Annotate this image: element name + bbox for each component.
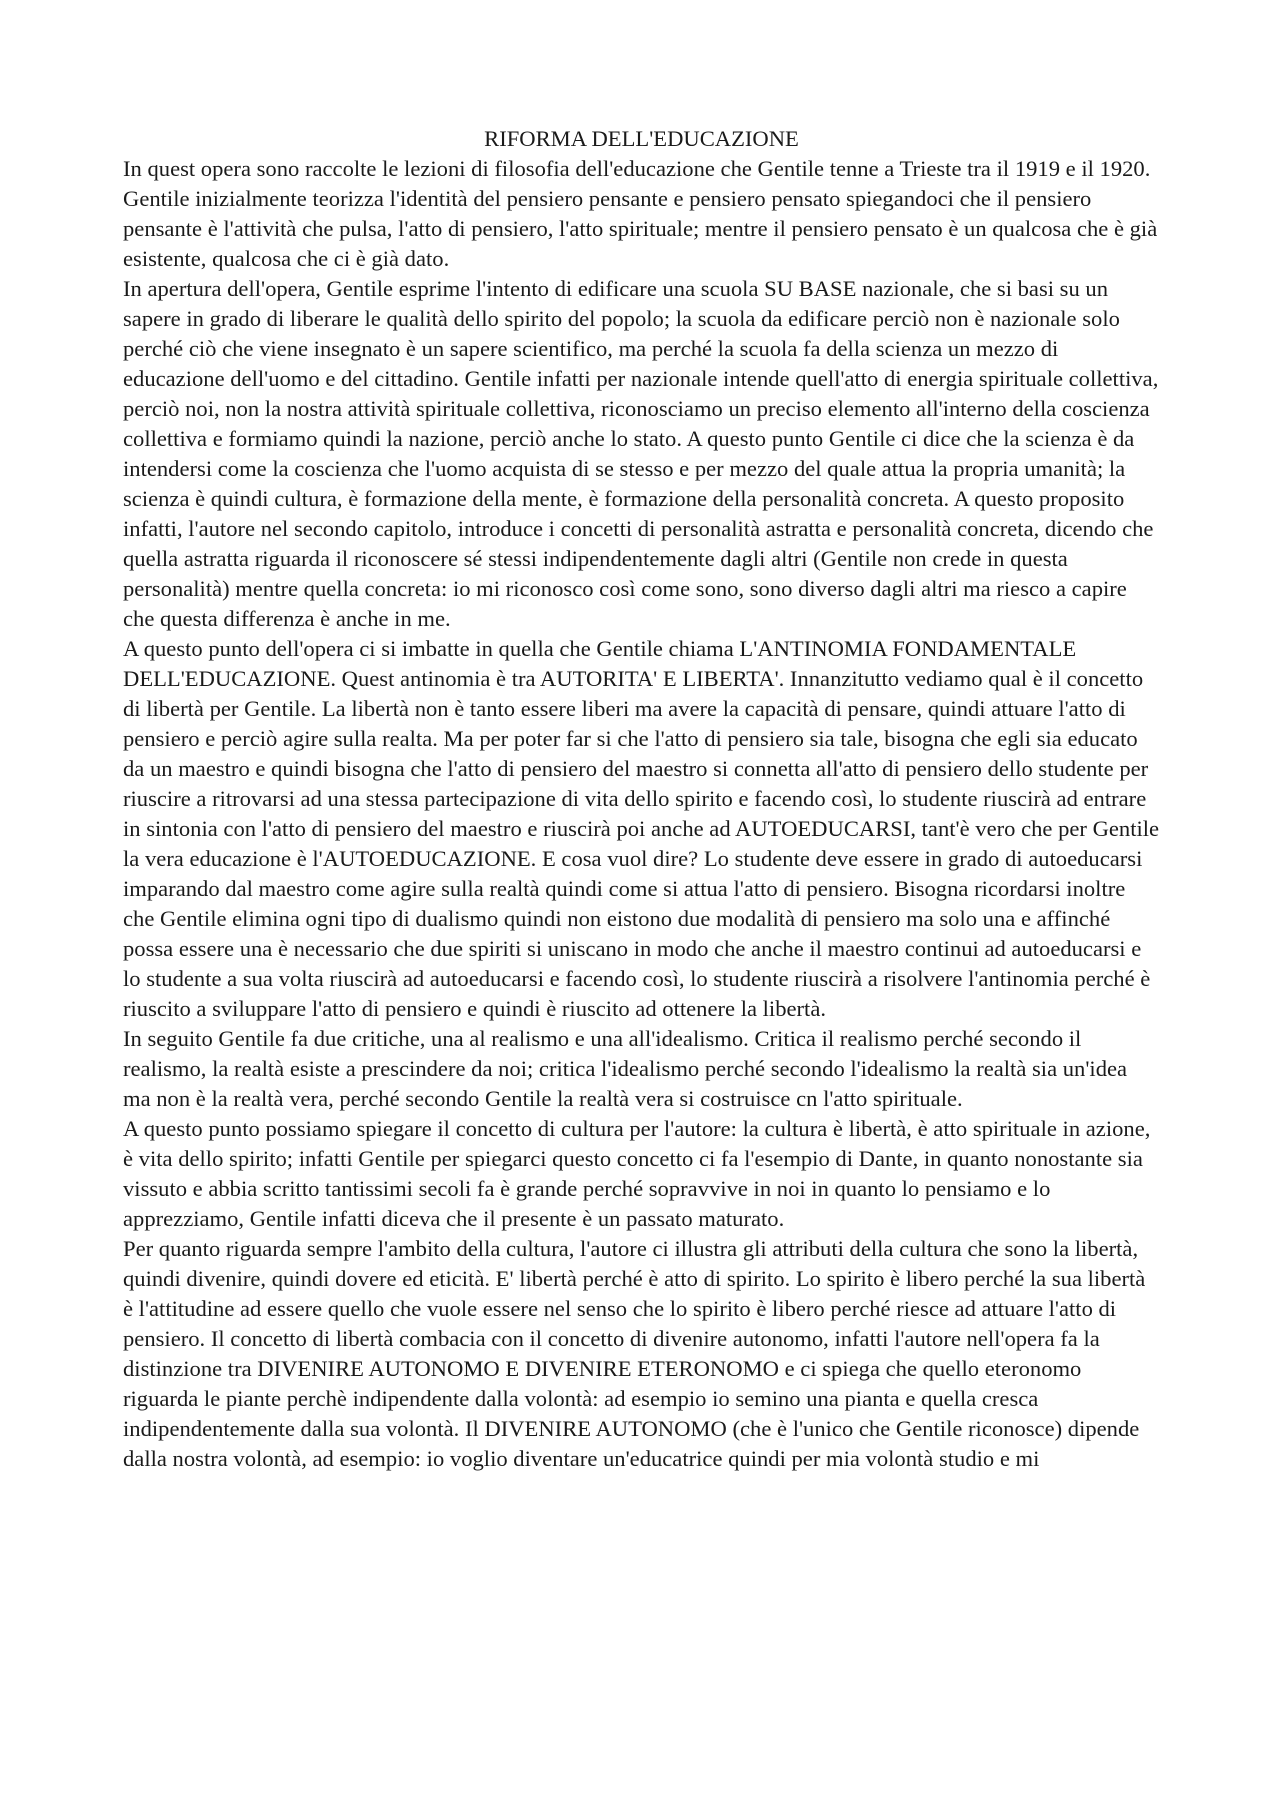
paragraph-5: In seguito Gentile fa due critiche, una al realismo e una all'idealismo. Critica il realismo perché secondo il realismo, la realtà esiste a prescindere da noi; critica l'idealismo perché secondo l'idealismo la realtà sia un'idea ma non è la realtà vera, perché secondo Gentile la realtà vera si costruisce cn l'atto spirituale. (123, 1026, 1128, 1111)
paragraph-1: In quest opera sono raccolte le lezioni di filosofia dell'educazione che Gentile tenne a Trieste tra il 1919 e il 1920. (123, 156, 1151, 181)
paragraph-2: Gentile inizialmente teorizza l'identità del pensiero pensante e pensiero pensato spiegandoci che il pensiero pensante è l'attività che pulsa, l'atto di pensiero, l'atto spirituale; mentre il pensiero pensato è un qualcosa che è già esistente, qualcosa che ci è già dato. (123, 186, 1158, 271)
document-body (123, 124, 1160, 1474)
paragraph-3: In apertura dell'opera, Gentile esprime l'intento di edificare una scuola SU BASE nazionale, che si basi su un sapere in grado di liberare le qualità dello spirito del popolo; la scuola da edificare perciò non è nazionale solo perché ciò che viene insegnato è un sapere scientifico, ma perché la scuola fa della scienza un mezzo di educazione dell'uomo e del cittadino. Gentile infatti per nazionale intende quell'atto di energia spirituale collettiva, perciò noi, non la nostra attività spirituale collettiva, riconosciamo un preciso elemento all'interno della coscienza collettiva e formiamo quindi la nazione, perciò anche lo stato. A questo punto Gentile ci dice che la scienza è da intendersi come la coscienza che l'uomo acquista di se stesso e per mezzo del quale attua la propria umanità; la scienza è quindi cultura, è formazione della mente, è formazione della personalità concreta. A questo proposito infatti, l'autore nel secondo capitolo, introduce i concetti di personalità astratta e personalità concreta, dicendo che quella astratta riguarda il riconoscere sé stessi indipendentemente dagli altri (Gentile non crede in questa personalità) mentre quella concreta: io mi riconosco così come sono, sono diverso dagli altri ma riesco a capire che questa differenza è anche in me. (123, 276, 1159, 631)
paragraph-7: Per quanto riguarda sempre l'ambito della cultura, l'autore ci illustra gli attributi della cultura che sono la libertà, quindi divenire, quindi dovere ed eticità. E' libertà perché è atto di spirito. Lo spirito è libero perché la sua libertà è l'attitudine ad essere quello che vuole essere nel senso che lo spirito è libero perché riesce ad attuare l'atto di pensiero. Il concetto di libertà combacia con il concetto di divenire autonomo, infatti l'autore nell'opera fa la distinzione tra DIVENIRE AUTONOMO E DIVENIRE ETERONOMO e ci spiega che quello eteronomo riguarda le piante perchè indipendente dalla volontà: ad esempio io semino una pianta e quella cresca indipendentemente dalla sua volontà. Il DIVENIRE AUTONOMO (che è l'unico che Gentile riconosce) dipende dalla nostra volontà, ad esempio: io voglio diventare un'educatrice quindi per mia volontà studio e mi (123, 1236, 1146, 1471)
document-title: RIFORMA DELL'EDUCAZIONE (484, 126, 799, 151)
paragraph-6: A questo punto possiamo spiegare il concetto di cultura per l'autore: la cultura è libertà, è atto spirituale in azione, è vita dello spirito; infatti Gentile per spiegarci questo concetto ci fa l'esempio di Dante, in quanto nonostante sia vissuto e abbia scritto tantissimi secoli fa è grande perché sopravvive in noi in quanto lo pensiamo e lo apprezziamo, Gentile infatti diceva che il presente è un passato maturato. (123, 1116, 1151, 1231)
paragraph-4: A questo punto dell'opera ci si imbatte in quella che Gentile chiama L'ANTINOMIA FONDAMENTALE DELL'EDUCAZIONE. Quest antinomia è tra AUTORITA' E LIBERTA'. Innanzitutto vediamo qual è il concetto di libertà per Gentile. La libertà non è tanto essere liberi ma avere la capacità di pensare, quindi attuare l'atto di pensiero e perciò agire sulla realta. Ma per poter far si che l'atto di pensiero sia tale, bisogna che egli sia educato da un maestro e quindi bisogna che l'atto di pensiero del maestro si connetta all'atto di pensiero dello studente per riuscire a ritrovarsi ad una stessa partecipazione di vita dello spirito e facendo così, lo studente riuscirà ad entrare in sintonia con l'atto di pensiero del maestro e riuscirà poi anche ad AUTOEDUCARSI, tant'è vero che per Gentile la vera educazione è l'AUTOEDUCAZIONE. E cosa vuol dire? Lo studente deve essere in grado di autoeducarsi imparando dal maestro come agire sulla realtà quindi come si attua l'atto di pensiero. Bisogna ricordarsi inoltre che Gentile elimina ogni tipo di dualismo quindi non eistono due modalità di pensiero ma solo una e affinché possa essere una è necessario che due spiriti si uniscano in modo che anche il maestro continui ad autoeducarsi e lo studente a sua volta riuscirà ad autoeducarsi e facendo così, lo studente riuscirà a risolvere l'antinomia perché è riuscito a sviluppare l'atto di pensiero e quindi è riuscito ad ottenere la libertà. (123, 636, 1160, 1021)
